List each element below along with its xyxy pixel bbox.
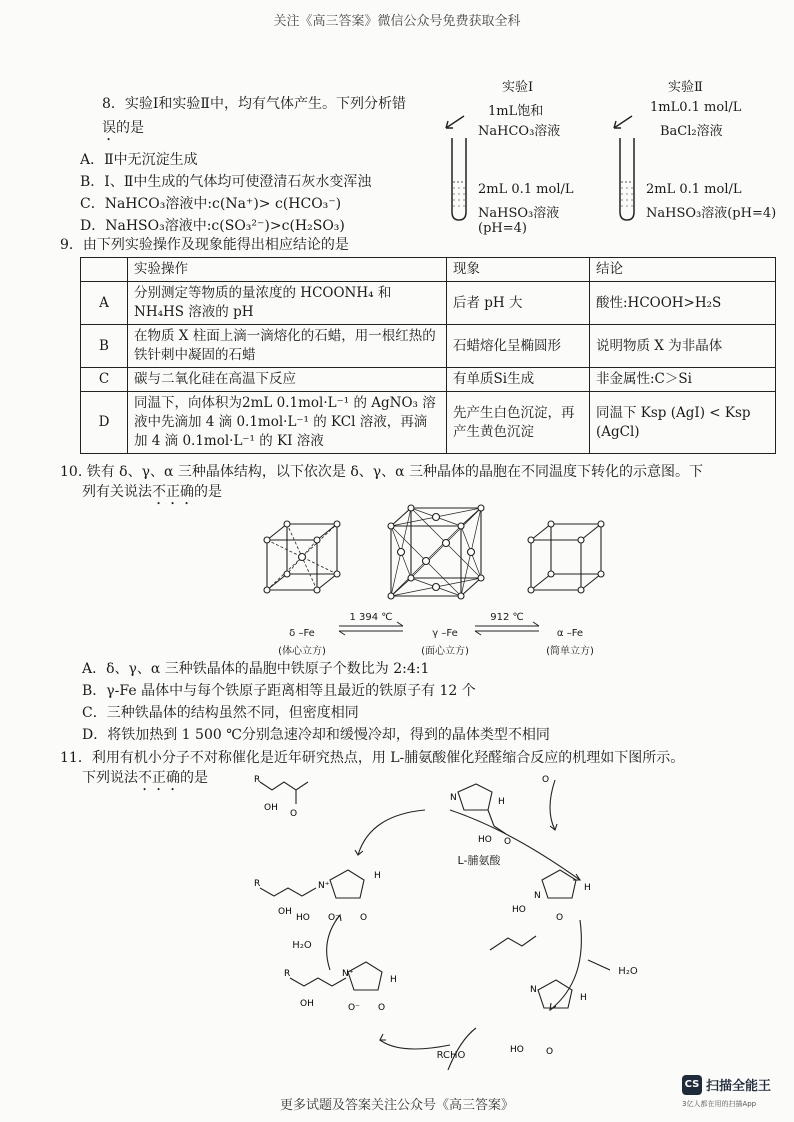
svg-text:OH: OH [264,803,278,813]
row-operation: 在物质 X 柱面上滴一滴熔化的石蜡，用一根红热的铁针刺中凝固的石蜡 [128,325,447,368]
enamine-ring [538,980,572,1008]
svg-text:N: N [450,793,457,803]
svg-text:R: R [254,775,261,785]
cs-title: 扫描全能王 [706,1079,772,1094]
svg-text:H: H [584,883,591,893]
cycle-arrow-1 [450,810,580,880]
q8-stem-line1: 8．实验Ⅰ和实验Ⅱ中，均有气体产生。下列分析错 [102,96,406,112]
svg-text:HO: HO [478,835,492,845]
water-out-arrow [588,960,610,970]
water-label-1: H₂O [292,940,312,951]
q10-emphasis: 不正确 [152,484,194,500]
product-chain [260,782,308,804]
equilibrium-arrow-1 [339,622,403,635]
gamma-fe-label: γ –Fe [432,628,458,639]
q11-stem-line1: 11．利用有机小分子不对称催化是近年研究热点，用 L-脯氨酸催化羟醛缩合反应的机理如下图所示。 [60,750,685,766]
q11-emphasis: 不正确 [138,770,180,786]
row-id: C [81,368,128,392]
bcc-cell-diagram [264,521,340,593]
table-row [81,325,776,368]
svg-text:O: O [542,775,550,785]
table-row [81,392,776,454]
row-conclusion: 酸性:HCOOH>H₂S [590,282,776,325]
q11-stem-line2: 下列说法不正确的是 [82,770,208,786]
proline-ring [458,784,492,810]
rcho-in-arrow [448,1028,476,1070]
exp2-bot1: 2mL 0.1 mol/L [646,182,742,197]
delta-fe-sub: (体心立方) [278,646,326,657]
gamma-fe-sub: (面心立方) [421,646,469,657]
exp2-bot2: NaHSO₃溶液(pH=4) [646,206,777,221]
svg-text:O⁻: O⁻ [348,1003,360,1013]
exp1-top2: NaHCO₃溶液 [478,124,561,139]
svg-text:H: H [374,871,381,881]
svg-text:N: N [534,891,541,901]
svg-text:O: O [546,1047,554,1057]
svg-text:O: O [290,809,298,819]
table-header: 现象 [447,258,590,282]
svg-text:HO: HO [510,1045,524,1055]
exp2-title: 实验Ⅱ [668,80,703,95]
row-operation: 碳与二氧化硅在高温下反应 [128,368,447,392]
rcho-label: RCHO [436,1050,466,1061]
exp1-bot2: NaHSO₃溶液(pH=4) [478,206,560,236]
q8-option-d: D．NaHSO₃溶液中:c(SO₃²⁻)>c(H₂SO₃) [80,218,345,234]
proline-catalysis-cycle [250,770,610,1070]
svg-text:H: H [390,975,397,985]
test-tube-2 [608,106,648,226]
table-header-row [81,258,776,282]
q10-option-d: D．将铁加热到 1 500 ℃分别急速冷却和缓慢冷却，得到的晶体类型不相同 [82,727,550,743]
svg-text:O: O [360,913,368,923]
cs-logo-icon: CS [682,1075,702,1095]
row-id: A [81,282,128,325]
temp-label-912: 912 ℃ [490,612,524,623]
row-phenomenon: 先产生白色沉淀，再产生黄色沉淀 [447,392,590,454]
svg-text:O: O [556,913,564,923]
water-label-2: H₂O [618,966,638,977]
q8-option-b: B．Ⅰ、Ⅱ中生成的气体均可使澄清石灰水变浑浊 [80,174,372,190]
q8-stem-line2: 误的是 [102,120,144,136]
svg-text:OH: OH [278,907,292,917]
q9-stem: 9．由下列实验操作及现象能得出相应结论的是 [60,237,349,253]
q10-option-c: C．三种铁晶体的结构虽然不同，但密度相同 [82,705,359,721]
adduct-ring [330,870,364,898]
row-operation: 同温下，向体积为2mL 0.1mol·L⁻¹ 的 AgNO₃ 溶液中先滴加 4 滴 0.1mol·L⁻¹ 的 KCl 溶液，再滴加 4 滴 0.1mol·L⁻¹ 的 KI 溶液 [128,392,447,454]
svg-text:N: N [530,985,537,995]
alpha-fe-label: α –Fe [556,628,584,639]
sc-cell-diagram [528,521,604,593]
q8-option-a: A．Ⅱ中无沉淀生成 [80,152,198,168]
experiment-2-figure [608,76,788,226]
svg-text:R: R [254,879,261,889]
fcc-cell-diagram [388,505,484,599]
cycle-arrow-2 [550,920,581,1010]
svg-text:R: R [284,969,291,979]
temp-label-1394: 1 394 ℃ [349,612,393,623]
q10-stem-line1: 10. 铁有 δ、γ、α 三种晶体结构，以下依次是 δ、γ、α 三种晶体的晶胞在不同温度下转化的示意图。下 [60,464,704,480]
row-conclusion: 同温下 Ksp (AgI) < Ksp (AgCl) [590,392,776,454]
exp1-top1: 1mL饱和 [488,104,544,119]
cycle-arrow-4 [327,915,340,970]
cs-subtitle: 3亿人都在用的扫描App [682,1100,757,1108]
row-operation: 分别测定等物质的量浓度的 HCOONH₄ 和 NH₄HS 溶液的 pH [128,282,447,325]
row-conclusion: 说明物质 X 为非晶体 [590,325,776,368]
row-conclusion: 非金属性:C＞Si [590,368,776,392]
q9-table [80,257,776,454]
exp2-top1: 1mL0.1 mol/L [650,100,742,115]
table-row [81,368,776,392]
q8-emphasis: 误 [102,120,116,136]
q8-option-c: C．NaHCO₃溶液中:c(Na⁺)> c(HCO₃⁻) [80,196,342,212]
table-header [81,258,128,282]
alpha-fe-sub: (简单立方) [546,646,594,657]
camscanner-badge [682,1073,792,1111]
svg-text:N⁺: N⁺ [318,881,330,891]
table-header: 结论 [590,258,776,282]
svg-text:O⁻: O⁻ [328,913,340,923]
acetone-in-arrow [550,780,555,830]
svg-text:H: H [498,797,505,807]
svg-text:OH: OH [300,999,314,1009]
q10-options [82,659,550,745]
row-phenomenon: 有单质Si生成 [447,368,590,392]
svg-text:HO: HO [296,913,310,923]
svg-text:HO: HO [512,905,526,915]
svg-text:N⁺: N⁺ [342,969,354,979]
row-id: B [81,325,128,368]
cycle-arrow-3 [380,1040,450,1049]
cycle-arrow-5 [358,810,425,855]
q10-stem-line2: 列有关说法不正确的是 [82,484,222,500]
table-row [81,282,776,325]
svg-text:H: H [580,993,587,1003]
svg-text:O: O [504,837,512,847]
proline-label: L-脯氨酸 [457,854,501,867]
delta-fe-label: δ –Fe [289,628,315,639]
page-header: 关注《高三答案》微信公众号免费获取全科 [273,14,521,29]
exp1-title: 实验Ⅰ [502,80,534,95]
q10-option-a: A．δ、γ、α 三种铁晶体的晶胞中铁原子个数比为 2:4:1 [82,661,430,677]
page-footer: 更多试题及答案关注公众号《高三答案》 [279,1098,514,1113]
exp2-top2: BaCl₂溶液 [660,124,723,139]
q10-option-b: B．γ-Fe 晶体中与每个铁原子距离相等且最近的铁原子有 12 个 [82,683,476,699]
exp1-bot1: 2mL 0.1 mol/L [478,182,574,197]
experiment-1-figure [440,76,600,236]
test-tube-1 [440,106,480,226]
table-header: 实验操作 [128,258,447,282]
row-phenomenon: 石蜡熔化呈椭圆形 [447,325,590,368]
svg-text:O: O [378,1003,386,1013]
row-phenomenon: 后者 pH 大 [447,282,590,325]
row-id: D [81,392,128,454]
question-8 [80,94,406,236]
